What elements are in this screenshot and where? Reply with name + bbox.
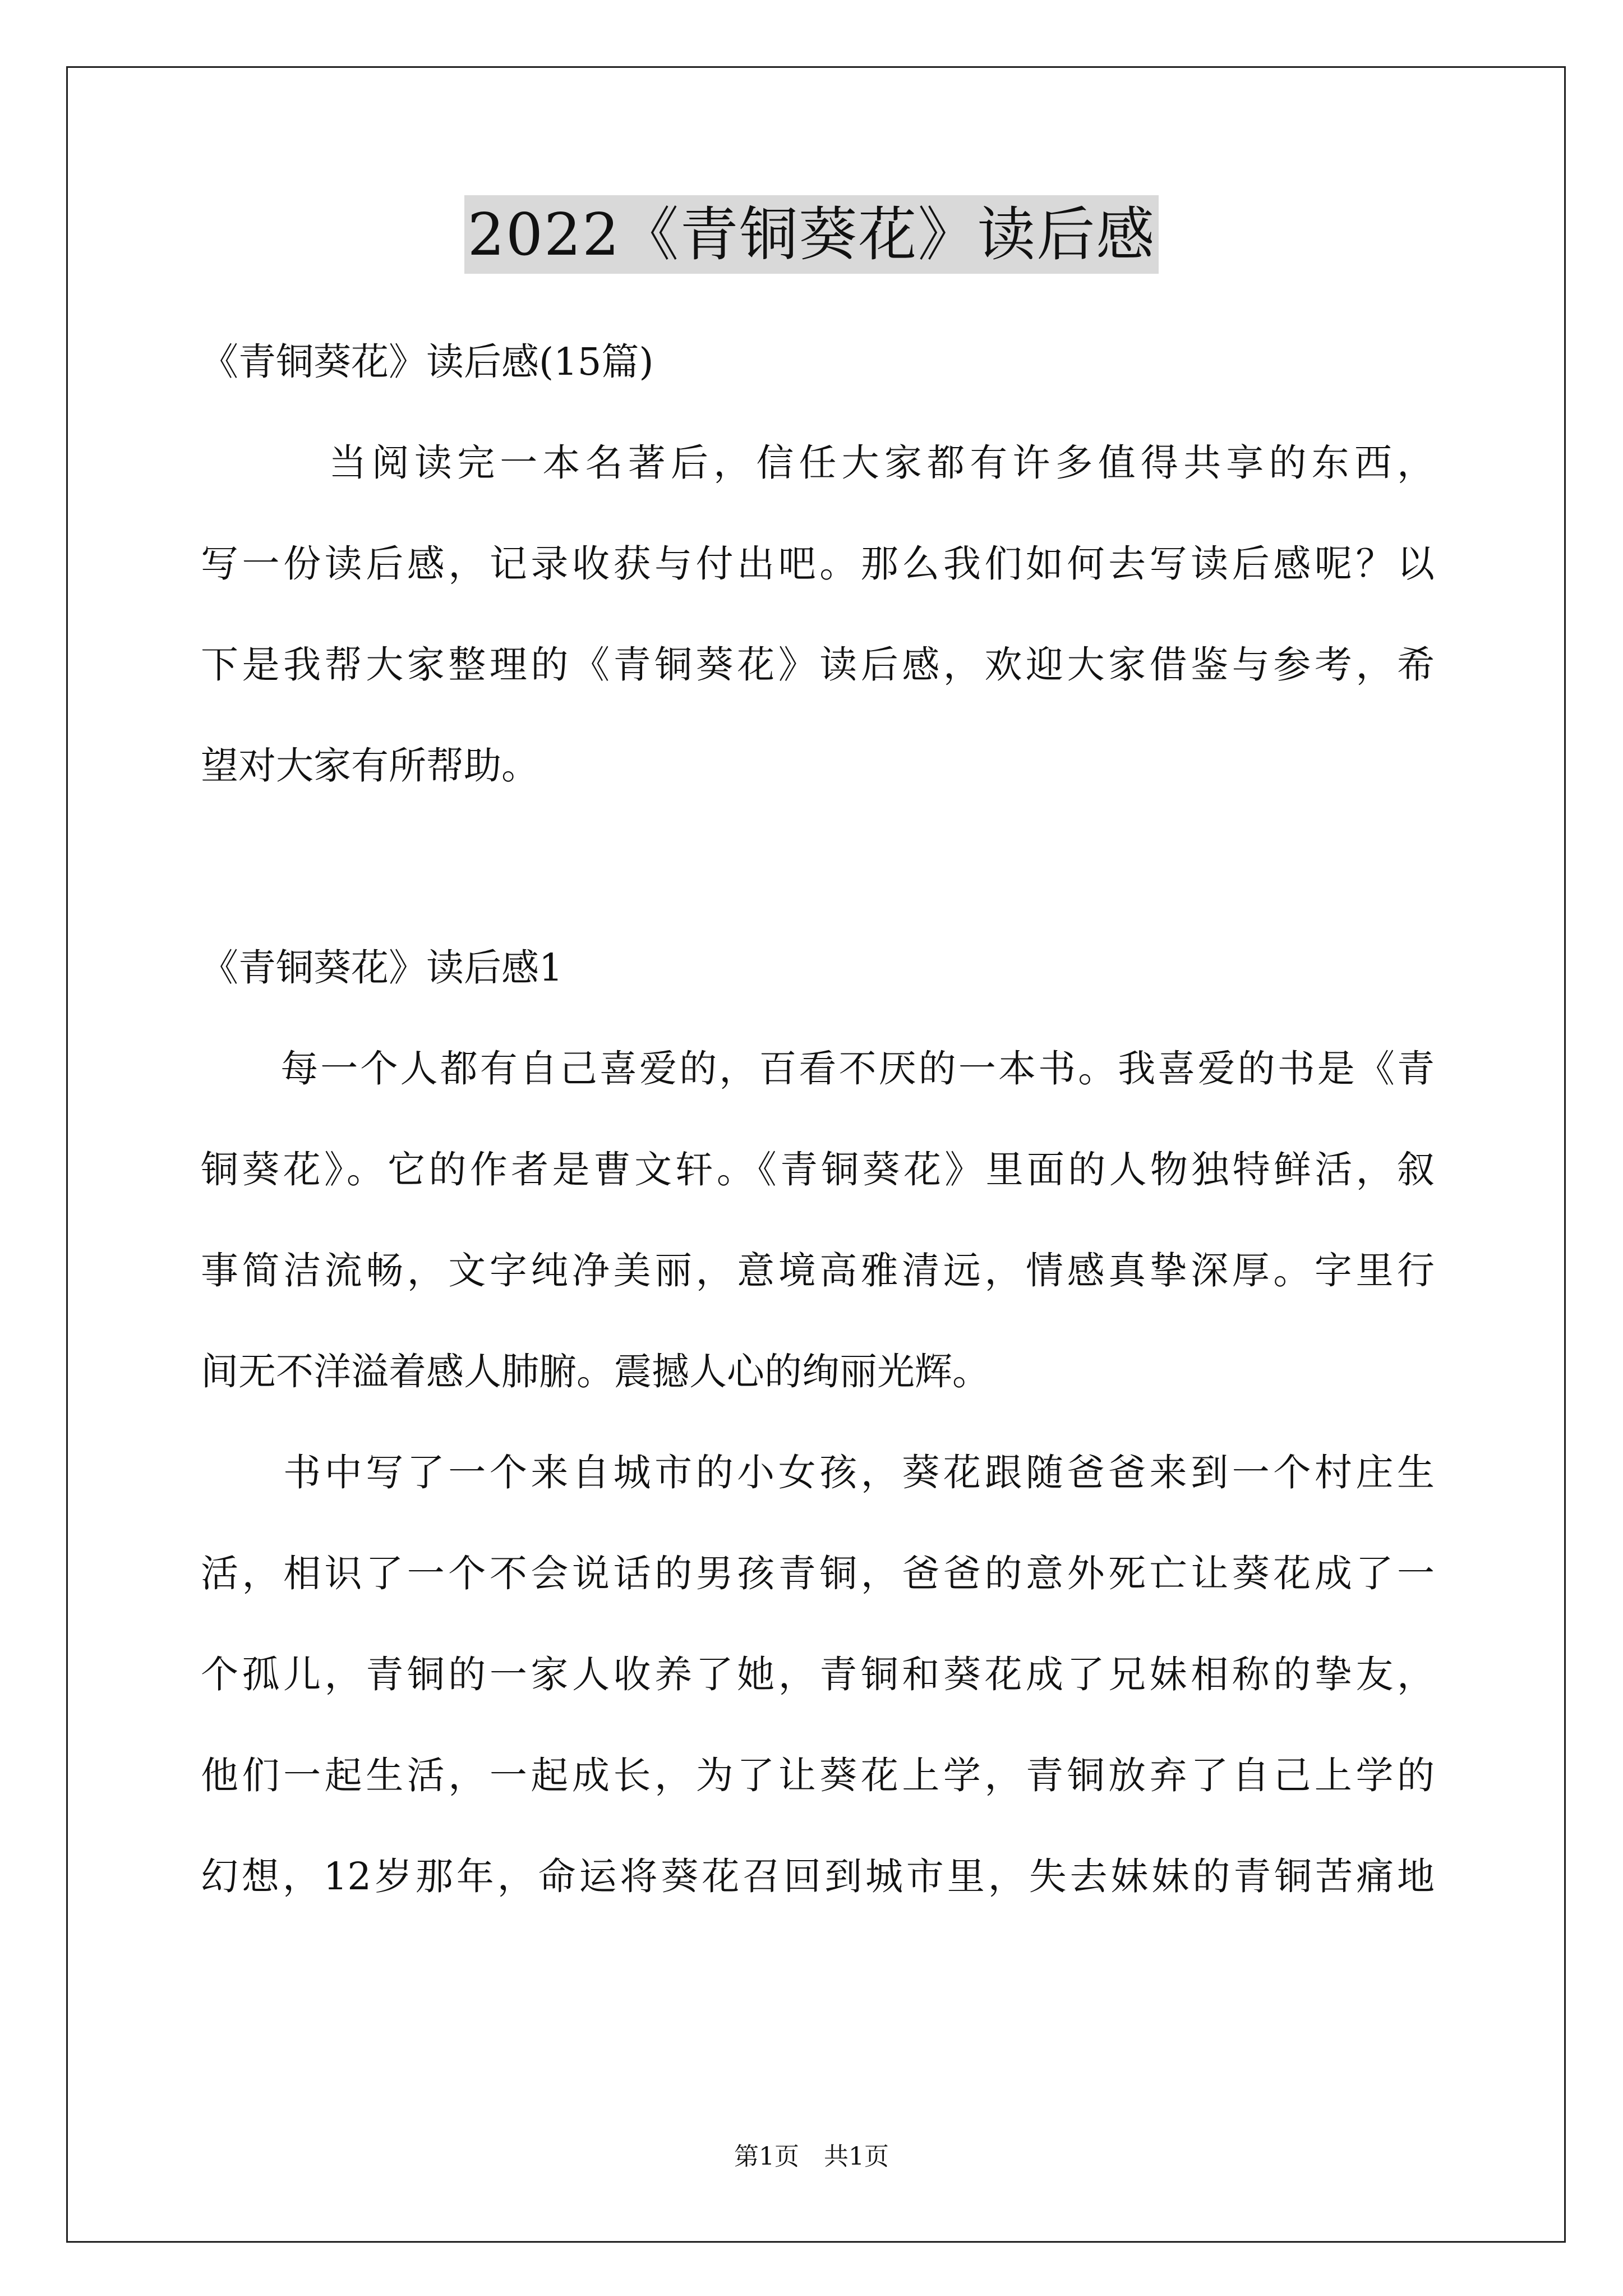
paragraph-line: 个孤儿，青铜的一家人收养了她，青铜和葵花成了兄妹相称的挚友， (201, 1653, 1435, 1696)
paragraph-line: 事简洁流畅，文字纯净美丽，意境高雅清远，情感真挚深厚。字里行 (201, 1249, 1435, 1292)
document-subtitle: 《青铜葵花》读后感(15篇) (201, 340, 654, 384)
intro-line: 望对大家有所帮助。 (201, 744, 539, 788)
paragraph-spacer (201, 816, 1435, 917)
paragraph-line: 活，相识了一个不会说话的男孩青铜，爸爸的意外死亡让葵花成了一 (201, 1552, 1435, 1595)
page-number: 第1页 共1页 (734, 2142, 889, 2171)
document-title: 2022《青铜葵花》读后感 (464, 195, 1159, 274)
paragraph-line: 幻想，12岁那年，命运将葵花召回到城市里，失去妹妹的青铜苦痛地 (201, 1855, 1435, 1898)
document-body (201, 311, 1435, 1927)
paragraph-line: 铜葵花》。它的作者是曹文轩。《青铜葵花》里面的人物独特鲜活，叙 (201, 1148, 1435, 1191)
title-container (0, 195, 1623, 274)
intro-line: 写一份读后感，记录收获与付出吧。那么我们如何去写读后感呢？以 (201, 542, 1435, 586)
intro-line: 下是我帮大家整理的《青铜葵花》读后感，欢迎大家借鉴与参考，希 (201, 643, 1435, 687)
paragraph-line: 书中写了一个来自城市的小女孩，葵花跟随爸爸来到一个村庄生 (201, 1451, 1435, 1494)
paragraph-line: 他们一起生活，一起成长，为了让葵花上学，青铜放弃了自己上学的 (201, 1754, 1435, 1797)
paragraph-line: 间无不洋溢着感人肺腑。震撼人心的绚丽光辉。 (201, 1350, 990, 1393)
section-heading: 《青铜葵花》读后感1 (201, 946, 563, 990)
intro-line: 当阅读完一本名著后，信任大家都有许多值得共享的东西， (201, 441, 1435, 485)
paragraph-line: 每一个人都有自己喜爱的，百看不厌的一本书。我喜爱的书是《青 (201, 1047, 1435, 1091)
